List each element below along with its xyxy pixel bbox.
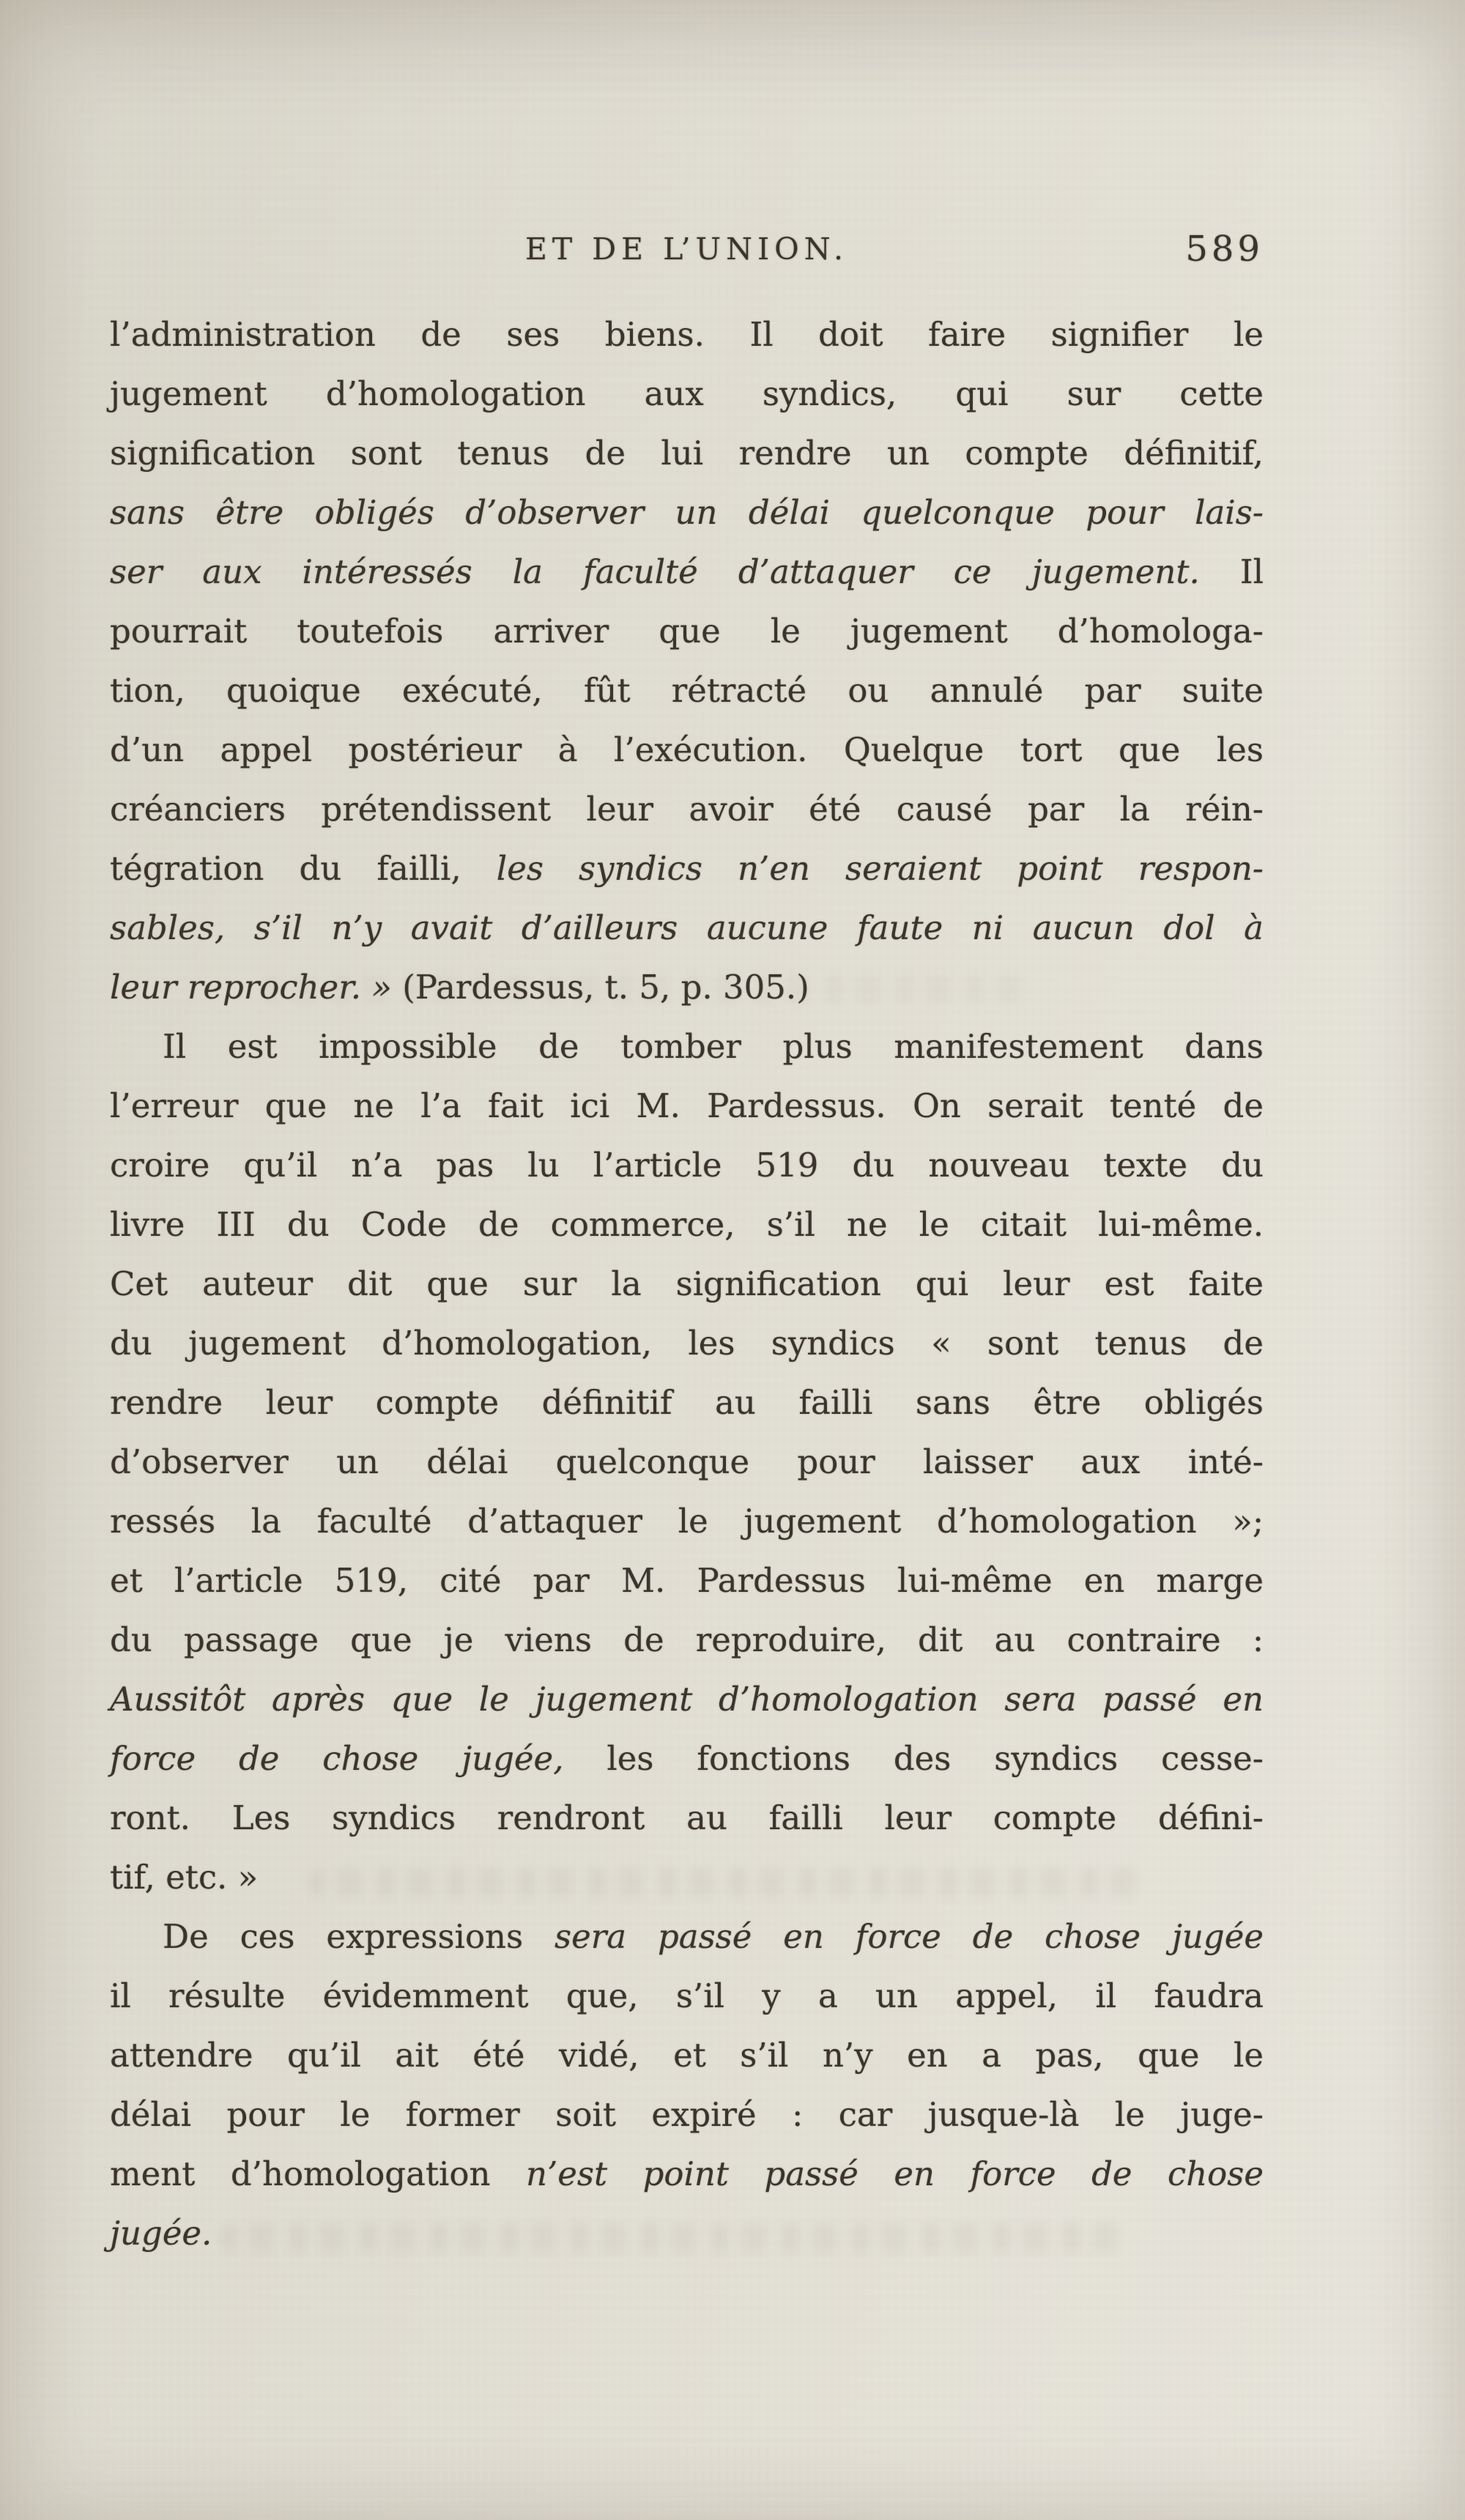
text-segment: (Pardessus, t. 5, p. 305.) xyxy=(391,968,809,1007)
text-line xyxy=(110,661,1264,720)
text-line xyxy=(110,1610,1264,1670)
text-line xyxy=(110,720,1264,779)
italic-text-segment: sans être obligés d’observer un délai quelconque pour lais- xyxy=(110,493,1264,532)
text-segment: Il est impossible de tomber plus manifestement dans xyxy=(163,1027,1264,1066)
text-segment: l’administration de ses biens. Il doit faire signifier le xyxy=(110,315,1264,354)
text-segment: l’erreur que ne l’a fait ici M. Pardessus. On serait tenté de xyxy=(110,1086,1264,1125)
text-segment: et l’article 519, cité par M. Pardessus lui-même en marge xyxy=(110,1561,1264,1600)
text-line xyxy=(110,1729,1264,1788)
text-line xyxy=(110,2144,1264,2204)
text-segment: du jugement d’homologation, les syndics « sont tenus de xyxy=(110,1324,1264,1363)
text-segment: livre III du Code de commerce, s’il ne le citait lui-même. xyxy=(110,1205,1264,1244)
text-line xyxy=(110,1254,1264,1313)
text-segment: tion, quoique exécuté, fût rétracté ou annulé par suite xyxy=(110,671,1264,710)
text-line xyxy=(110,957,1264,1017)
text-segment: ressés la faculté d’attaquer le jugement d’homologation »; xyxy=(110,1502,1264,1541)
text-line xyxy=(110,1432,1264,1491)
text-line xyxy=(110,1195,1264,1254)
italic-text-segment: les syndics n’en seraient point respon- xyxy=(496,849,1264,888)
text-line xyxy=(110,779,1264,839)
text-line xyxy=(110,1017,1264,1076)
italic-text-segment: n’est point passé en force de chose xyxy=(525,2154,1264,2193)
text-segment: du passage que je viens de reproduire, dit au contraire : xyxy=(110,1620,1264,1659)
text-line xyxy=(110,483,1264,542)
text-segment: Cet auteur dit que sur la signification qui leur est faite xyxy=(110,1264,1264,1303)
text-line xyxy=(110,2026,1264,2085)
italic-text-segment: leur reprocher. » xyxy=(110,968,392,1007)
text-segment: d’un appel postérieur à l’exécution. Quelque tort que les xyxy=(110,730,1264,769)
text-segment: il résulte évidemment que, s’il y a un appel, il faudra xyxy=(110,1976,1264,2015)
page-number: 589 xyxy=(1185,229,1264,270)
text-line xyxy=(110,305,1264,364)
text-line xyxy=(110,1313,1264,1373)
text-line xyxy=(110,1076,1264,1135)
text-segment: De ces expressions xyxy=(163,1917,555,1956)
text-segment: les fonctions des syndics cesse- xyxy=(563,1739,1264,1778)
text-block xyxy=(110,305,1264,2263)
text-line xyxy=(110,601,1264,661)
text-segment: ront. Les syndics rendront au failli leur compte défini- xyxy=(110,1798,1264,1837)
text-segment: pourrait toutefois arriver que le jugement d’homologa- xyxy=(110,612,1264,651)
text-line xyxy=(110,1670,1264,1729)
italic-text-segment: sables, s’il n’y avait d’ailleurs aucune faute ni aucun dol à xyxy=(110,908,1264,947)
text-line xyxy=(110,423,1264,483)
text-line xyxy=(110,1491,1264,1551)
text-line xyxy=(110,1551,1264,1610)
text-segment: croire qu’il n’a pas lu l’article 519 du nouveau texte du xyxy=(110,1146,1264,1185)
text-segment: Il xyxy=(1199,552,1264,591)
text-line xyxy=(110,542,1264,601)
text-segment: attendre qu’il ait été vidé, et s’il n’y en a pas, que le xyxy=(110,2036,1264,2075)
text-segment: rendre leur compte définitif au failli sans être obligés xyxy=(110,1383,1264,1422)
text-line xyxy=(110,1373,1264,1432)
text-line xyxy=(110,1848,1264,1907)
text-segment: d’observer un délai quelconque pour laisser aux inté- xyxy=(110,1442,1264,1481)
text-segment: jugement d’homologation aux syndics, qui sur cette xyxy=(110,374,1264,413)
text-line xyxy=(110,1907,1264,1966)
page-header xyxy=(110,231,1264,278)
italic-text-segment: Aussitôt après que le jugement d’homologation sera passé en xyxy=(110,1680,1264,1719)
text-line xyxy=(110,839,1264,898)
text-line xyxy=(110,2085,1264,2144)
text-line xyxy=(110,898,1264,957)
text-segment: délai pour le former soit expiré : car jusque-là le juge- xyxy=(110,2095,1264,2134)
italic-text-segment: force de chose jugée, xyxy=(110,1739,564,1778)
text-segment: ment d’homologation xyxy=(110,2154,526,2193)
text-segment: créanciers prétendissent leur avoir été causé par la réin- xyxy=(110,790,1264,829)
italic-text-segment: ser aux intéressés la faculté d’attaquer ce jugement. xyxy=(110,552,1200,591)
text-line xyxy=(110,2204,1264,2263)
text-segment: tif, etc. » xyxy=(110,1858,259,1897)
text-segment: tégration du failli, xyxy=(110,849,497,888)
text-line xyxy=(110,1135,1264,1195)
running-title: ET DE L’UNION. xyxy=(524,231,849,267)
italic-text-segment: jugée. xyxy=(110,2214,212,2253)
text-line xyxy=(110,1966,1264,2026)
italic-text-segment: sera passé en force de chose jugée xyxy=(555,1917,1264,1956)
text-line xyxy=(110,364,1264,423)
text-segment: signification sont tenus de lui rendre un compte définitif, xyxy=(110,434,1264,472)
text-line xyxy=(110,1788,1264,1848)
